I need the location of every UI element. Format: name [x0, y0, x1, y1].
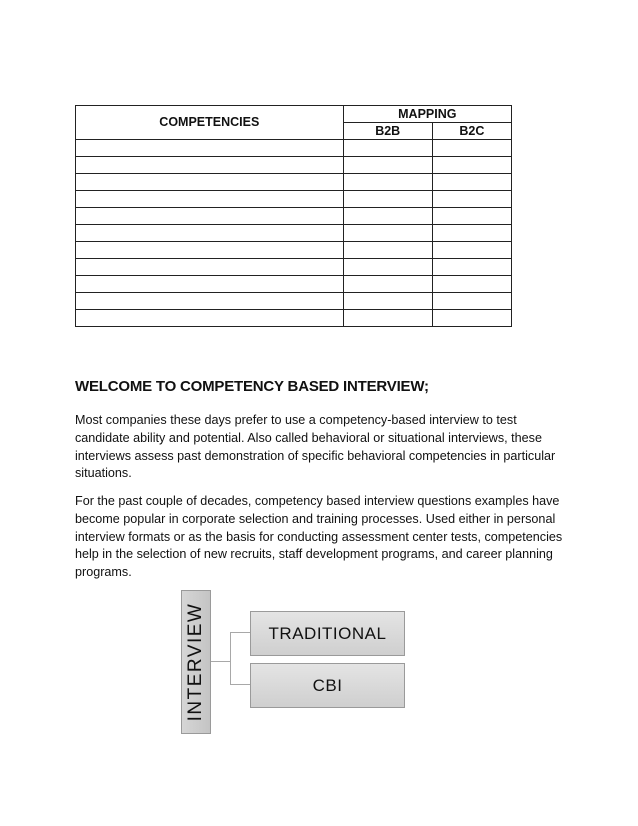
table-cell	[343, 174, 432, 191]
table-cell	[343, 276, 432, 293]
table-cell	[432, 174, 511, 191]
header-b2b: B2B	[343, 123, 432, 140]
table-cell	[76, 310, 344, 327]
table-cell	[76, 140, 344, 157]
table-cell	[432, 208, 511, 225]
diagram-root-box	[181, 590, 211, 734]
table-cell	[343, 225, 432, 242]
table-row	[76, 259, 512, 276]
table-cell	[432, 140, 511, 157]
connector-line	[230, 684, 250, 685]
table-cell	[76, 242, 344, 259]
header-competencies: COMPETENCIES	[76, 106, 344, 140]
history-paragraph: For the past couple of decades, competency based interview questions examples have become popular in corporate selection and training processes. Used either in personal interview formats or as the basis for conducting assessment center tests, competencies help in the selection of new recruits, staff development programs, and career planning programs.	[75, 494, 563, 580]
table-cell	[432, 310, 511, 327]
section-heading: WELCOME TO COMPETENCY BASED INTERVIEW;	[75, 378, 429, 395]
diagram-branch-cbi: CBI	[250, 663, 405, 708]
table-row	[76, 191, 512, 208]
table-body	[76, 140, 512, 327]
connector-line	[230, 632, 231, 685]
diagram-branch-traditional: TRADITIONAL	[250, 611, 405, 656]
table-cell	[76, 191, 344, 208]
table-cell	[432, 276, 511, 293]
competency-mapping-table	[75, 105, 512, 327]
table-cell	[343, 191, 432, 208]
table-row	[76, 157, 512, 174]
table-row	[76, 140, 512, 157]
table-cell	[432, 293, 511, 310]
table-cell	[76, 225, 344, 242]
table-cell	[343, 140, 432, 157]
table-cell	[432, 259, 511, 276]
interview-types-diagram	[180, 590, 410, 735]
table-cell	[343, 293, 432, 310]
header-b2c: B2C	[432, 123, 511, 140]
table-row	[76, 225, 512, 242]
connector-line	[230, 632, 250, 633]
table-cell	[432, 191, 511, 208]
table-cell	[76, 174, 344, 191]
table-row	[76, 310, 512, 327]
table-row	[76, 174, 512, 191]
table-cell	[432, 225, 511, 242]
table-cell	[76, 157, 344, 174]
table-cell	[343, 259, 432, 276]
header-mapping: MAPPING	[343, 106, 511, 123]
table-row	[76, 293, 512, 310]
table-cell	[432, 157, 511, 174]
table-row	[76, 276, 512, 293]
table-row	[76, 242, 512, 259]
table-cell	[343, 242, 432, 259]
connector-line	[211, 661, 231, 662]
diagram-root-label: INTERVIEW	[185, 602, 206, 722]
table-cell	[432, 242, 511, 259]
table-cell	[76, 293, 344, 310]
table-cell	[343, 208, 432, 225]
table-cell	[343, 310, 432, 327]
table-cell	[76, 259, 344, 276]
table-cell	[76, 276, 344, 293]
intro-paragraph: Most companies these days prefer to use a competency-based interview to test candidate ability and potential. Also called behavioral or situational interviews, these interviews assess past demonstration of specific behavioral competencies in particular situations.	[75, 413, 556, 481]
table-cell	[343, 157, 432, 174]
table-row	[76, 208, 512, 225]
table-cell	[76, 208, 344, 225]
